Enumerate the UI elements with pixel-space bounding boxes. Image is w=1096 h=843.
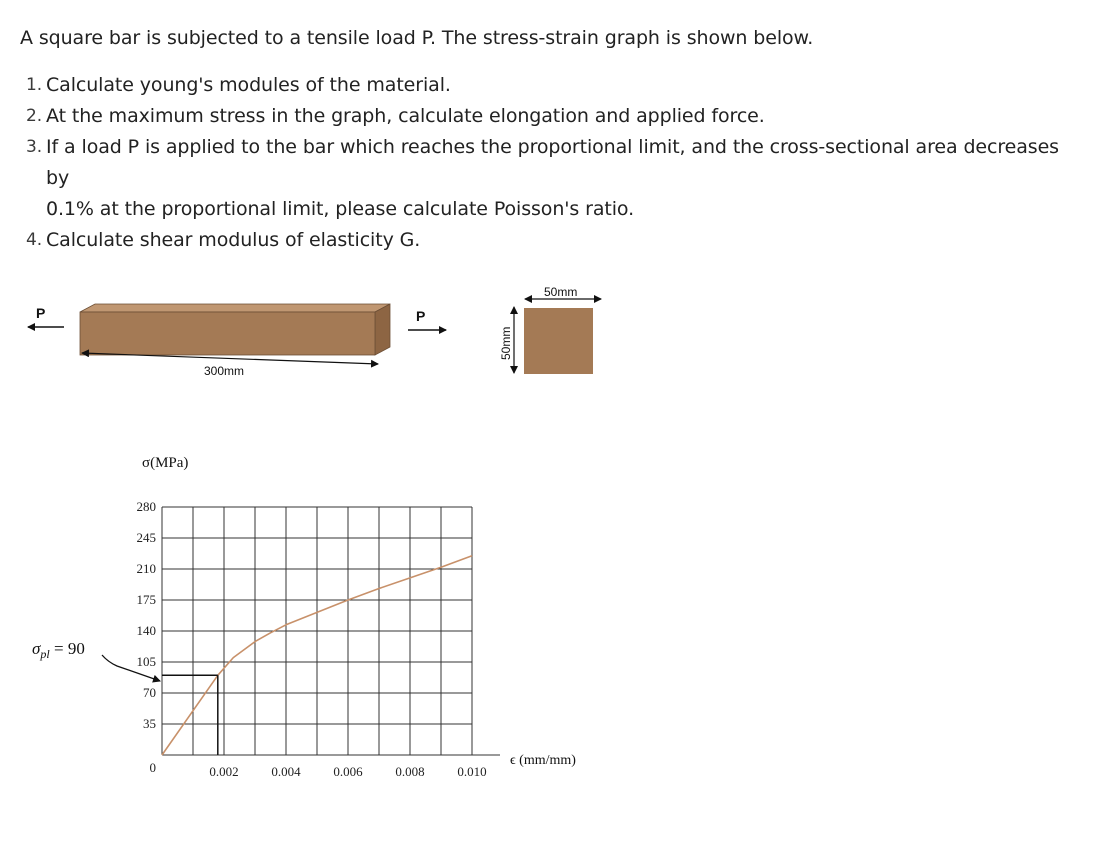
y-tick-label: 105 [136,654,156,669]
question-text: If a load P is applied to the bar which reaches the proportional limit, and the cross-sectional area decreases by [46,136,1059,189]
question-text: Calculate shear modulus of elasticity G. [46,229,421,251]
x-tick-label: 0.002 [209,764,239,779]
load-label-left: P [36,305,46,321]
proportional-limit-value: = 90 [49,639,85,658]
question-number: 4. [26,230,43,250]
x-tick-label: 0.010 [457,764,487,779]
x-tick-labels [209,764,486,779]
cross-section-width-label: 50mm [544,285,578,299]
y-tick-label: 175 [136,592,156,607]
question-text-continued: 0.1% at the proportional limit, please calculate Poisson's ratio. [46,198,635,220]
y-tick-label: 140 [136,623,156,638]
load-label-right: P [416,308,426,324]
question-number: 3. [26,137,43,157]
bar-figure [28,285,601,378]
y-tick-label: 280 [136,499,156,514]
x-tick-label: 0.008 [395,764,425,779]
x-tick-label: 0.004 [271,764,301,779]
y-tick-label: 210 [136,561,156,576]
proportional-limit-subscript: pl [40,647,50,661]
bar-body-top [80,304,390,312]
question-number: 2. [26,106,43,126]
y-tick-label: 245 [136,530,156,545]
y-axis-title: σ(MPa) [142,455,189,471]
cross-section [524,308,593,374]
proportional-limit-label [32,639,85,661]
question-text: At the maximum stress in the graph, calculate elongation and applied force. [46,105,765,127]
y-tick-label: 70 [143,685,156,700]
bar-body-front [80,312,375,355]
x-axis-title: ϵ (mm/mm) [510,753,576,768]
cross-section-height-label: 50mm [499,326,513,360]
y-tick-labels [137,499,157,775]
question-text: Calculate young's modules of the material. [46,74,451,96]
x-tick-label: 0.006 [333,764,363,779]
problem-intro: A square bar is subjected to a tensile load P. The stress-strain graph is shown below. [20,27,814,49]
proportional-limit-symbol: σ [32,639,41,658]
chart-grid [162,507,500,755]
stress-strain-chart [32,455,576,779]
question-number: 1. [26,75,43,95]
bar-body-side [375,304,390,355]
y-tick-label: 35 [143,716,156,731]
length-label: 300mm [204,364,245,378]
y-tick-label: 0 [149,760,156,775]
